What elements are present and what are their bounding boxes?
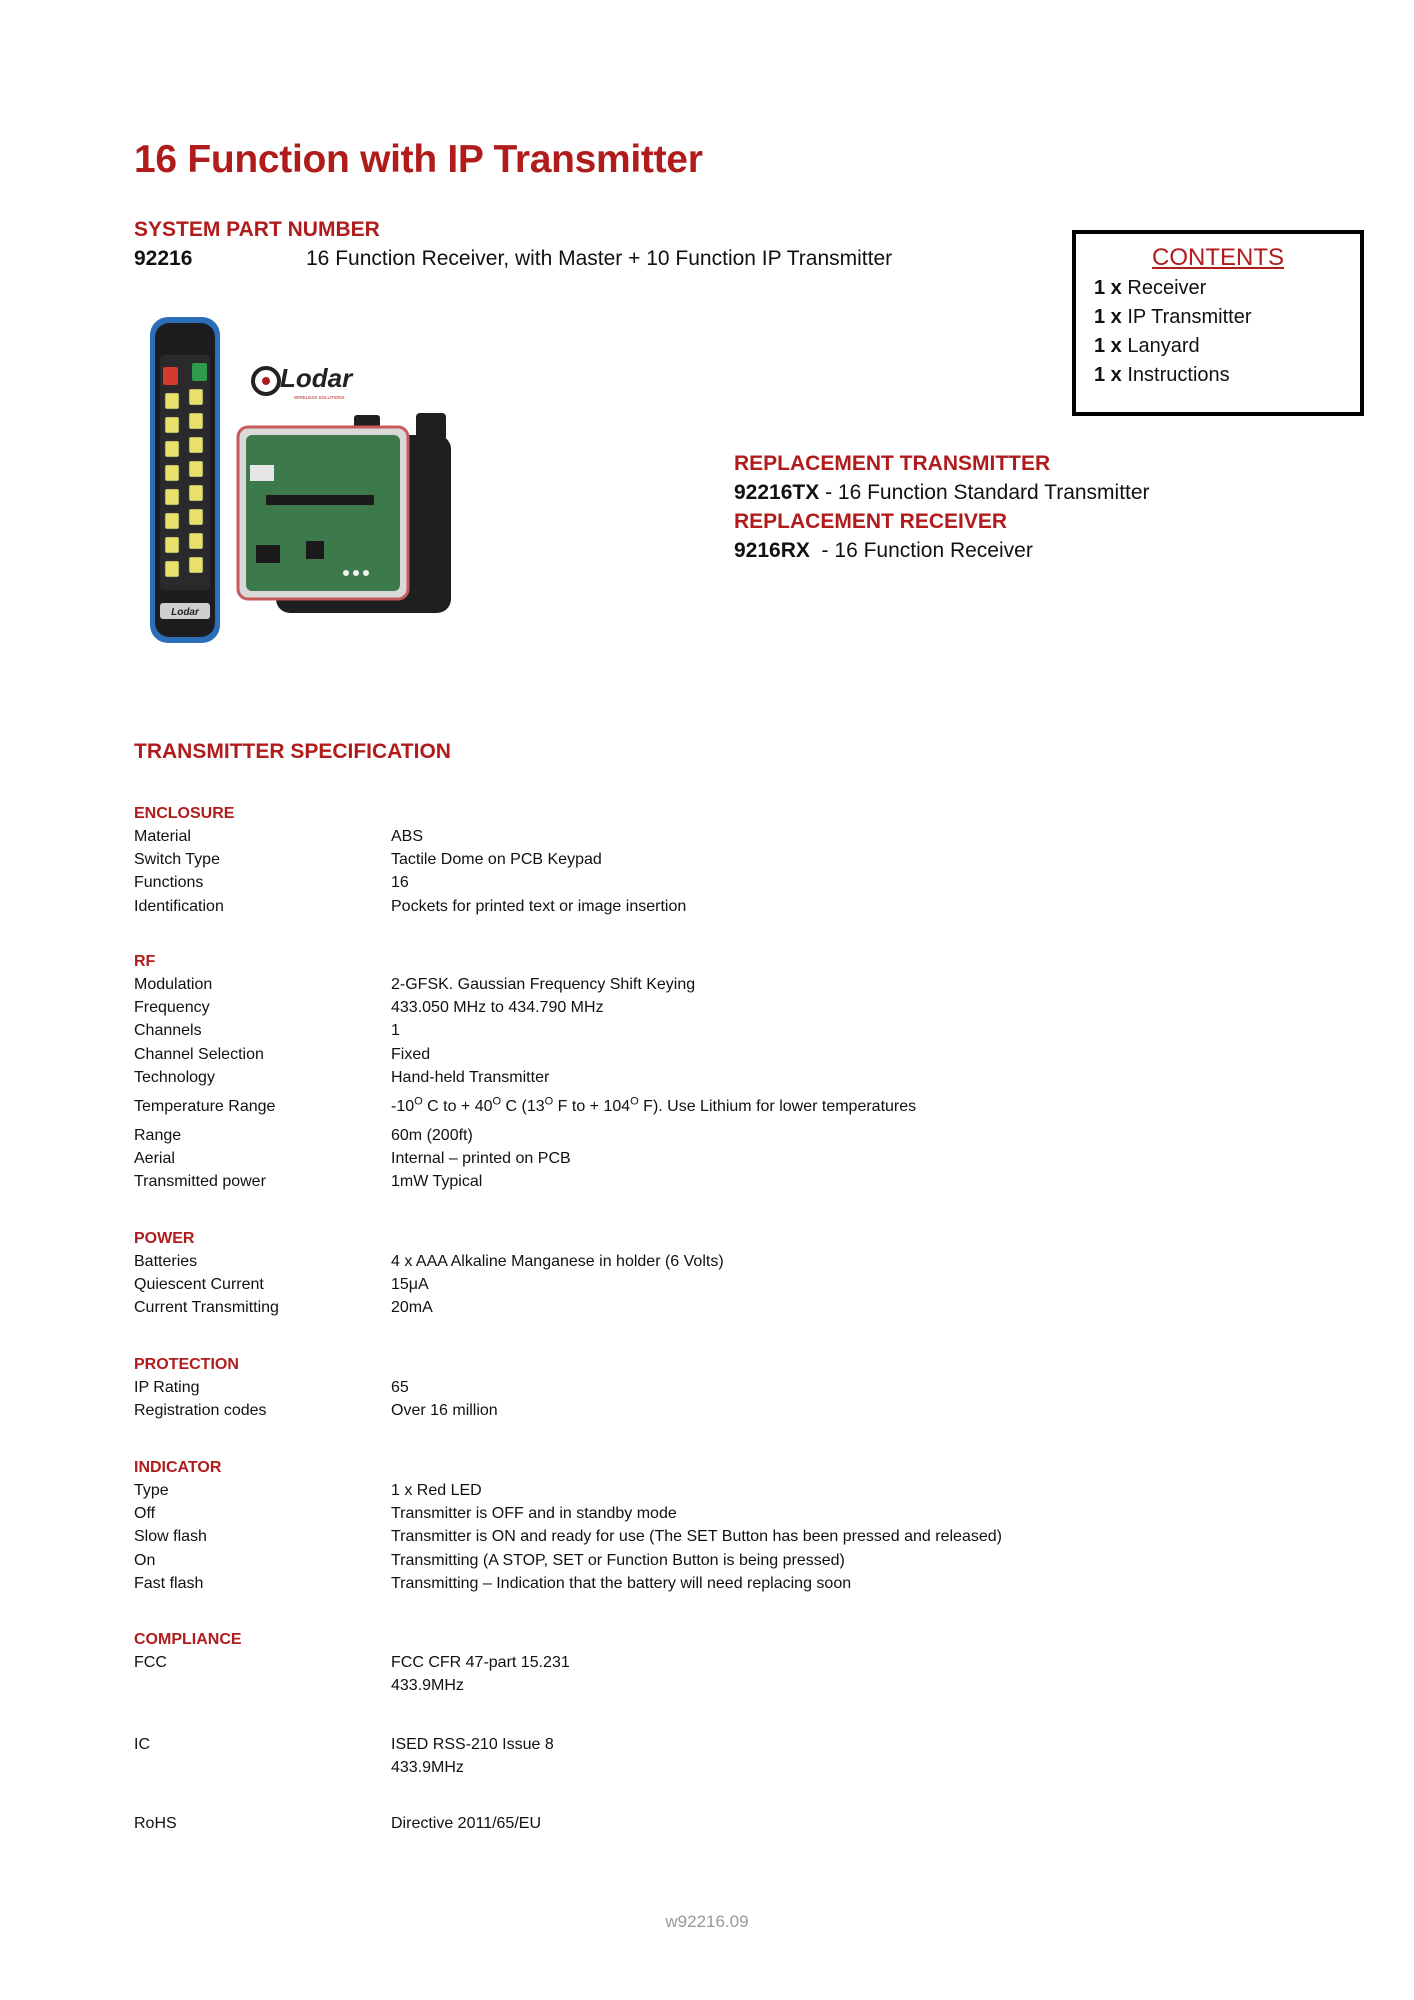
- spec-row: Switch Type Tactile Dome on PCB Keypad: [134, 851, 602, 869]
- spec-row: Slow flash Transmitter is ON and ready for use (The SET Button has been pressed and released): [134, 1528, 1002, 1546]
- section-heading: ENCLOSURE: [134, 805, 235, 822]
- replacement-receiver-code: 9216RX: [734, 539, 810, 562]
- spec-row: On Transmitting (A STOP, SET or Function Button is being pressed): [134, 1551, 845, 1569]
- spec-row: FCC FCC CFR 47-part 15.231: [134, 1654, 570, 1671]
- spec-title: TRANSMITTER SPECIFICATION: [134, 740, 451, 763]
- receiver-image: [238, 413, 451, 613]
- replacement-receiver-heading: REPLACEMENT RECEIVER: [734, 510, 1008, 533]
- handset-label: Lodar: [171, 607, 199, 618]
- logo-subtext: WIRELESS SOLUTIONS: [294, 395, 345, 400]
- spec-row: 433.9MHz: [391, 1677, 464, 1695]
- replacement-receiver-line: [734, 539, 1033, 563]
- contents-item: 1 x Receiver: [1094, 277, 1207, 299]
- replacement-receiver-desc: - 16 Function Receiver: [809, 539, 1033, 562]
- spec-row: Channel Selection Fixed: [134, 1045, 431, 1063]
- section-heading: RF: [134, 953, 156, 970]
- spec-row: 433.9MHz: [391, 1759, 464, 1777]
- spec-row: Registration codes Over 16 million: [134, 1402, 498, 1420]
- spec-row: Transmitted power 1mW Typical: [134, 1173, 483, 1191]
- contents-item: 1 x IP Transmitter: [1094, 306, 1252, 328]
- spec-row: Batteries 4 x AAA Alkaline Manganese in holder (6 Volts): [134, 1253, 724, 1270]
- spec-row: Range 60m (200ft): [134, 1126, 473, 1144]
- page-title: 16 Function with IP Transmitter: [134, 138, 703, 181]
- spec-row: Off Transmitter is OFF and in standby mode: [134, 1505, 677, 1523]
- spec-row: Quiescent Current 15μA: [134, 1276, 429, 1294]
- spec-row-temperature: Temperature Range $-10^O$ C to + $40^O$ C ($13^O$ F to + $104^O$ F). Use Lithium for lower temperatures: [134, 1095, 917, 1115]
- contents-box: [1072, 230, 1364, 416]
- system-part-description: 16 Function Receiver, with Master + 10 Function IP Transmitter: [306, 247, 893, 270]
- section-power: [134, 1227, 1284, 1320]
- section-protection: [134, 1353, 1284, 1422]
- spec-row: Channels 1: [134, 1022, 400, 1040]
- section-rf: [134, 950, 1284, 1194]
- spec-row: Aerial Internal – printed on PCB: [134, 1150, 571, 1168]
- document-code-footer: w92216.09: [665, 1912, 749, 1931]
- system-part-number-label: SYSTEM PART NUMBER: [134, 218, 380, 241]
- section-compliance-ic: [134, 1733, 1284, 1779]
- spec-row: Type 1 x Red LED: [134, 1482, 482, 1499]
- section-compliance: [134, 1628, 1284, 1697]
- spec-row: Functions 16: [134, 874, 409, 892]
- spec-row: Material ABS: [134, 828, 424, 845]
- spec-row: Current Transmitting 20mA: [134, 1299, 433, 1317]
- section-indicator: [134, 1456, 1284, 1595]
- contents-title: CONTENTS: [1152, 244, 1284, 271]
- replacement-transmitter-line: [734, 481, 1150, 505]
- contents-item: 1 x Lanyard: [1094, 335, 1200, 357]
- system-part-number: 92216: [134, 247, 193, 270]
- transmitter-handset-image: [150, 317, 220, 643]
- spec-row: Modulation 2-GFSK. Gaussian Frequency Shift Keying: [134, 976, 696, 993]
- section-heading: POWER: [134, 1230, 195, 1247]
- section-heading: PROTECTION: [134, 1356, 239, 1373]
- spec-row: IP Rating 65: [134, 1379, 409, 1396]
- replacement-transmitter-heading: REPLACEMENT TRANSMITTER: [734, 452, 1051, 475]
- product-image: [146, 315, 494, 645]
- spec-row: RoHS Directive 2011/65/EU: [134, 1815, 541, 1832]
- section-heading: COMPLIANCE: [134, 1631, 242, 1648]
- contents-item: 1 x Instructions: [1094, 364, 1230, 386]
- section-compliance-rohs: [134, 1812, 1284, 1835]
- section-heading: INDICATOR: [134, 1459, 222, 1476]
- spec-row: IC ISED RSS-210 Issue 8: [134, 1736, 554, 1753]
- section-enclosure: [134, 802, 1284, 918]
- spec-row: Technology Hand-held Transmitter: [134, 1068, 550, 1086]
- lodar-logo: [253, 363, 354, 400]
- spec-row: Fast flash Transmitting – Indication that the battery will need replacing soon: [134, 1574, 852, 1592]
- replacement-transmitter-code: 92216TX: [734, 481, 820, 504]
- replacement-transmitter-desc: - 16 Function Standard Transmitter: [819, 481, 1150, 504]
- spec-row: Frequency 433.050 MHz to 434.790 MHz: [134, 999, 604, 1017]
- logo-text: Lodar: [280, 363, 353, 393]
- spec-row: Identification Pockets for printed text or image insertion: [134, 897, 687, 915]
